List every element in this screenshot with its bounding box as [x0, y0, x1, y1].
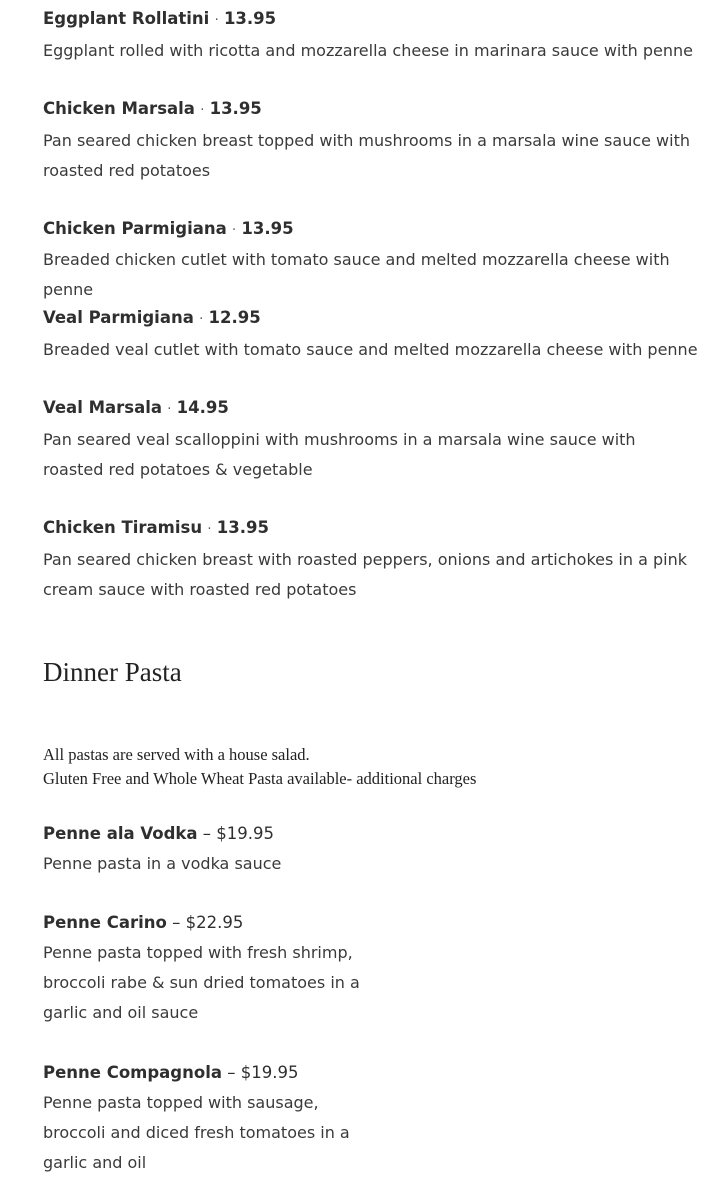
- menu-item-name: Eggplant Rollatini: [43, 9, 210, 28]
- menu-item-name: Chicken Parmigiana: [43, 219, 227, 238]
- section-note-line: Gluten Free and Whole Wheat Pasta available- additional charges: [43, 769, 477, 788]
- menu-item-description: Pan seared chicken breast with roasted peppers, onions and artichokes in a pink cream sauce with roasted red potatoes: [43, 550, 687, 599]
- menu-item-description: Penne pasta topped with fresh shrimp, broccoli rabe & sun dried tomatoes in a garlic and oil sauce: [43, 943, 360, 1022]
- menu-item-separator: ·: [207, 522, 212, 537]
- menu-item-price: 12.95: [208, 308, 261, 327]
- menu-item-veal-marsala: [43, 397, 698, 485]
- menu-item-penne-carino: [43, 912, 698, 1028]
- menu-item-name: Veal Marsala: [43, 398, 163, 417]
- menu-item-description: Penne pasta topped with sausage, broccoli and diced fresh tomatoes in a garlic and oil: [43, 1093, 350, 1172]
- menu-item-title: [43, 1062, 698, 1084]
- menu-item-name: Penne ala Vodka: [43, 824, 198, 843]
- menu-item-title: [43, 912, 698, 934]
- menu-item-penne-ala-vodka: [43, 823, 698, 879]
- menu-item-price: 13.95: [241, 219, 294, 238]
- menu-item-penne-compagnola: [43, 1062, 698, 1178]
- menu-item-separator: –: [202, 824, 212, 843]
- section-note-line: All pastas are served with a house salad.: [43, 745, 310, 764]
- menu-item-title: [43, 397, 698, 421]
- menu-item-title: [43, 823, 698, 845]
- menu-item-price: 13.95: [209, 99, 262, 118]
- menu-item-description: Eggplant rolled with ricotta and mozzarella cheese in marinara sauce with penne: [43, 41, 693, 60]
- menu-item-separator: ·: [200, 103, 205, 118]
- section-title-dinner-pasta: Dinner Pasta: [43, 657, 182, 687]
- menu-item-separator: –: [227, 1063, 236, 1082]
- menu-item-name: Chicken Tiramisu: [43, 518, 203, 537]
- menu-item-separator: ·: [167, 402, 172, 417]
- menu-item-price: $19.95: [216, 824, 274, 843]
- menu-item-description: Penne pasta in a vodka sauce: [43, 854, 282, 873]
- menu-item-chicken-parmigiana: [43, 218, 698, 305]
- menu-item-chicken-tiramisu: [43, 517, 698, 605]
- menu-item-price: 13.95: [223, 9, 277, 28]
- menu-item-separator: ·: [214, 13, 219, 28]
- menu-item-name: Chicken Marsala: [43, 99, 195, 118]
- menu-item-price: 14.95: [176, 398, 229, 417]
- menu-item-name: Veal Parmigiana: [43, 308, 194, 327]
- menu-item-description: Breaded chicken cutlet with tomato sauce and melted mozzarella cheese with penne: [43, 250, 670, 299]
- menu-item-name: Penne Compagnola: [43, 1063, 222, 1082]
- section-note: [43, 743, 476, 791]
- menu-item-title: [43, 517, 698, 541]
- menu-item-name: Penne Carino: [43, 913, 167, 932]
- menu-item-title: [43, 98, 698, 122]
- menu-item-price: $22.95: [185, 913, 244, 932]
- menu-item-separator: ·: [199, 312, 204, 327]
- menu-item-veal-parmigiana: [43, 307, 698, 365]
- menu-item-eggplant-rollatini: [43, 8, 698, 66]
- menu-item-title: [43, 218, 698, 242]
- menu-item-description: Breaded veal cutlet with tomato sauce and melted mozzarella cheese with penne: [43, 340, 698, 359]
- menu-item-price: 13.95: [216, 518, 269, 537]
- menu-item-title: [43, 8, 698, 32]
- menu-item-description: Pan seared veal scalloppini with mushrooms in a marsala wine sauce with roasted red potatoes & vegetable: [43, 430, 636, 479]
- menu-item-description: Pan seared chicken breast topped with mushrooms in a marsala wine sauce with roasted red potatoes: [43, 131, 690, 180]
- menu-item-separator: ·: [232, 223, 237, 238]
- menu-item-title: [43, 307, 698, 331]
- menu-item-chicken-marsala: [43, 98, 698, 186]
- menu-item-price: $19.95: [240, 1063, 299, 1082]
- menu-item-separator: –: [172, 913, 181, 932]
